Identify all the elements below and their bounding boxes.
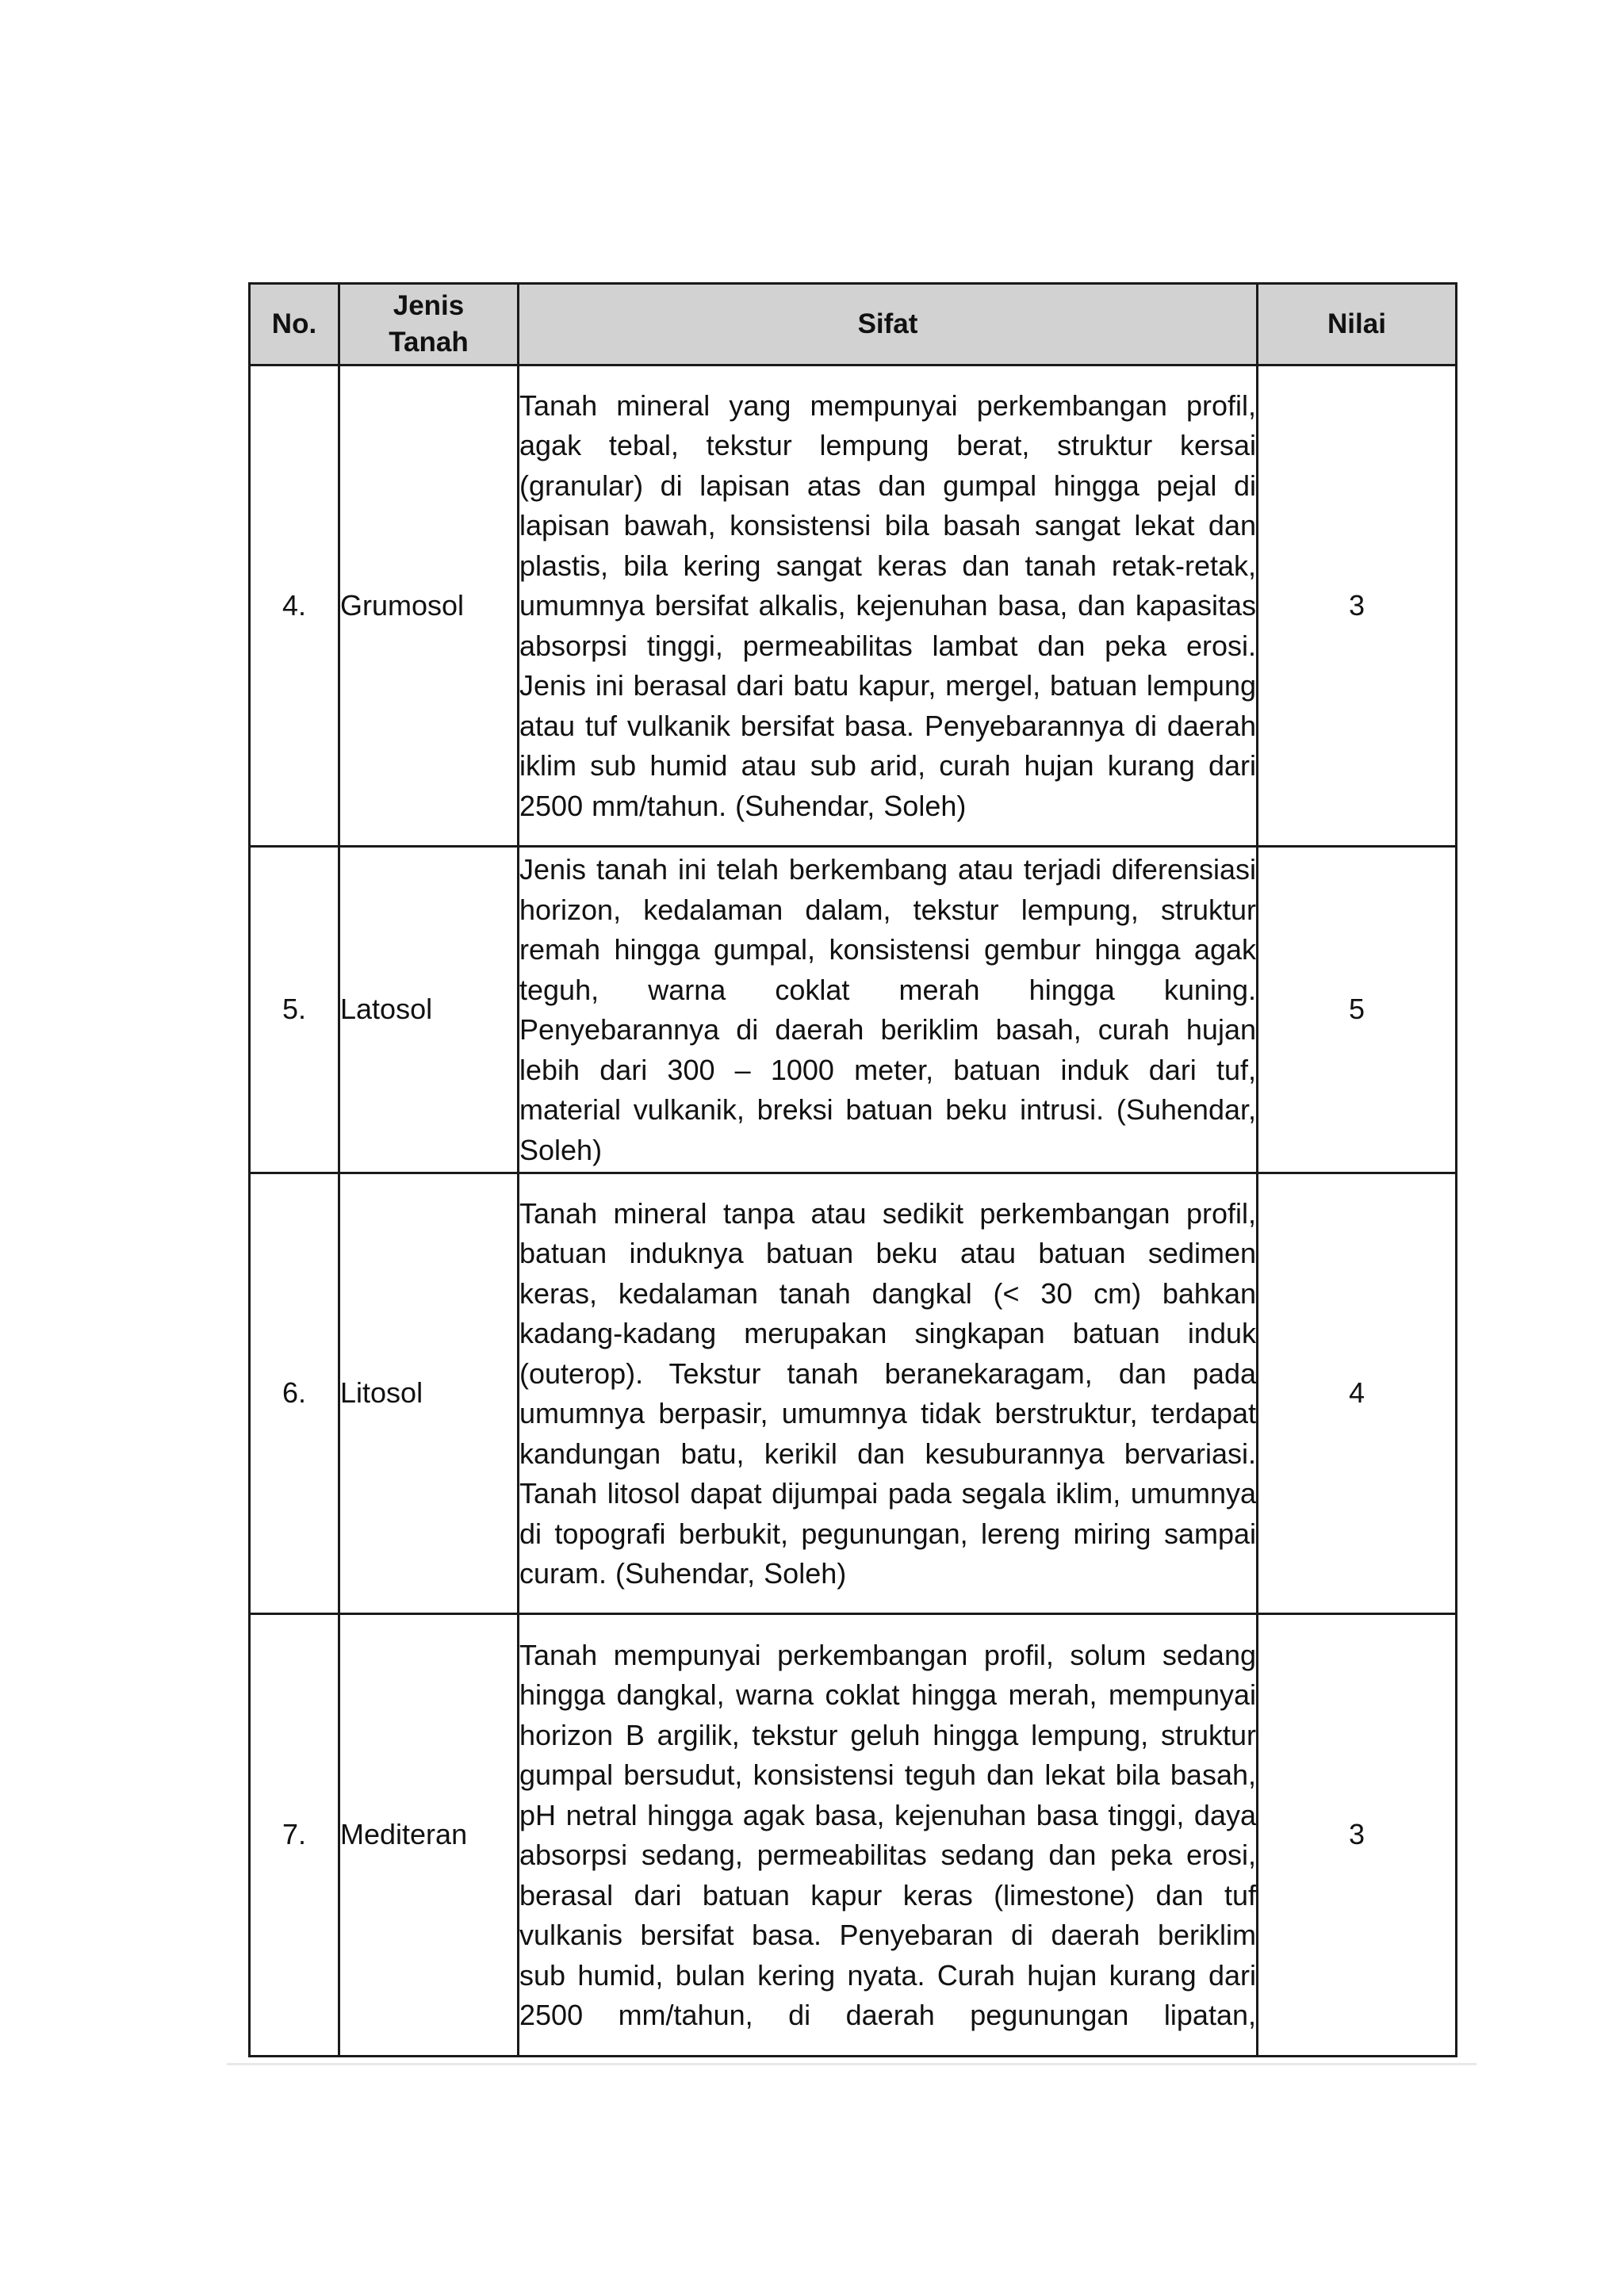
soil-description-text: Tanah mineral tanpa atau sedikit perkembangan profil, batuan induknya batuan beku atau batuan sedimen keras, kedalaman tanah dangkal (< 30 cm) bahkan kadang-kadang merupakan singkapan batuan induk (outerop). Tekstur tanah beranekaragam, dan pada umumnya berpasir, umumnya tidak berstruktur, terdapat kandungan batu, kerikil dan kesuburannya bervariasi. Tanah litosol dapat dijumpai pada segala iklim, umumnya di topografi berbukit, pegunungan, lereng miring sampai curam. (Suhendar, Soleh): [519, 1196, 1256, 1590]
soil-name: Grumosol: [339, 365, 519, 847]
table-row: [250, 847, 1457, 1173]
soil-value: 3: [1258, 1614, 1457, 2057]
soil-description-text: Tanah mempunyai perkembangan profil, solum sedang hingga dangkal, warna coklat hingga merah, mempunyai horizon B argilik, tekstur geluh hingga lempung, struktur gumpal bersudut, konsistensi teguh dan lekat bila basah, pH netral hingga agak basa, kejenuhan basa tinggi, daya absorpsi sedang, permeabilitas sedang dan peka erosi, berasal dari batuan kapur keras (limestone) dan tuf vulkanis bersifat basa. Penyebaran di daerah beriklim sub humid, bulan kering nyata. Curah hujan kurang dari 2500 mm/tahun, di daerah pegunungan lipatan,: [519, 1638, 1256, 2031]
header-row: [250, 284, 1457, 365]
soil-description: [519, 365, 1258, 847]
soil-description: [519, 1173, 1258, 1614]
row-number: 6.: [250, 1173, 339, 1614]
soil-value: 4: [1258, 1173, 1457, 1614]
soil-name: Litosol: [339, 1173, 519, 1614]
header-nilai: Nilai: [1258, 284, 1457, 365]
table-row: [250, 1173, 1457, 1614]
header-jenis-tanah: [339, 284, 519, 365]
row-number: 7.: [250, 1614, 339, 2057]
soil-value: 5: [1258, 847, 1457, 1173]
soil-description-text: Tanah mineral yang mempunyai perkembangan profil, agak tebal, tekstur lempung berat, struktur kersai (granular) di lapisan atas dan gumpal hingga pejal di lapisan bawah, konsistensi bila basah sangat lekat dan plastis, bila kering sangat keras dan tanah retak-retak, umumnya bersifat alkalis, kejenuhan basa, dan kapasitas absorpsi tinggi, permeabilitas lambat dan peka erosi. Jenis ini berasal dari batu kapur, mergel, batuan lempung atau tuf vulkanik bersifat basa. Penyebarannya di daerah iklim sub humid atau sub arid, curah hujan kurang dari 2500 mm/tahun. (Suhendar, Soleh): [519, 388, 1256, 822]
header-no: No.: [250, 284, 339, 365]
soil-name: Mediteran: [339, 1614, 519, 2057]
header-jenis-tanah-label: Jenis Tanah: [389, 290, 469, 358]
header-sifat: Sifat: [519, 284, 1258, 365]
row-number: 5.: [250, 847, 339, 1173]
table-row: [250, 1614, 1457, 2057]
soil-name: Latosol: [339, 847, 519, 1173]
soil-description: [519, 1614, 1258, 2057]
soil-description: [519, 847, 1258, 1173]
table-body: [250, 365, 1457, 2057]
soil-value: 3: [1258, 365, 1457, 847]
row-number: 4.: [250, 365, 339, 847]
soil-type-table: [248, 282, 1457, 2057]
page-bottom-rule: [227, 2063, 1477, 2065]
table-header: [250, 284, 1457, 365]
table-row: [250, 365, 1457, 847]
soil-description-text: Jenis tanah ini telah berkembang atau terjadi diferensiasi horizon, kedalaman dalam, tekstur lempung, struktur remah hingga gumpal, konsistensi gembur hingga agak teguh, warna coklat merah hingga kuning. Penyebarannya di daerah beriklim basah, curah hujan lebih dari 300 – 1000 meter, batuan induk dari tuf, material vulkanik, breksi batuan beku intrusi. (Suhendar, Soleh): [519, 853, 1256, 1166]
